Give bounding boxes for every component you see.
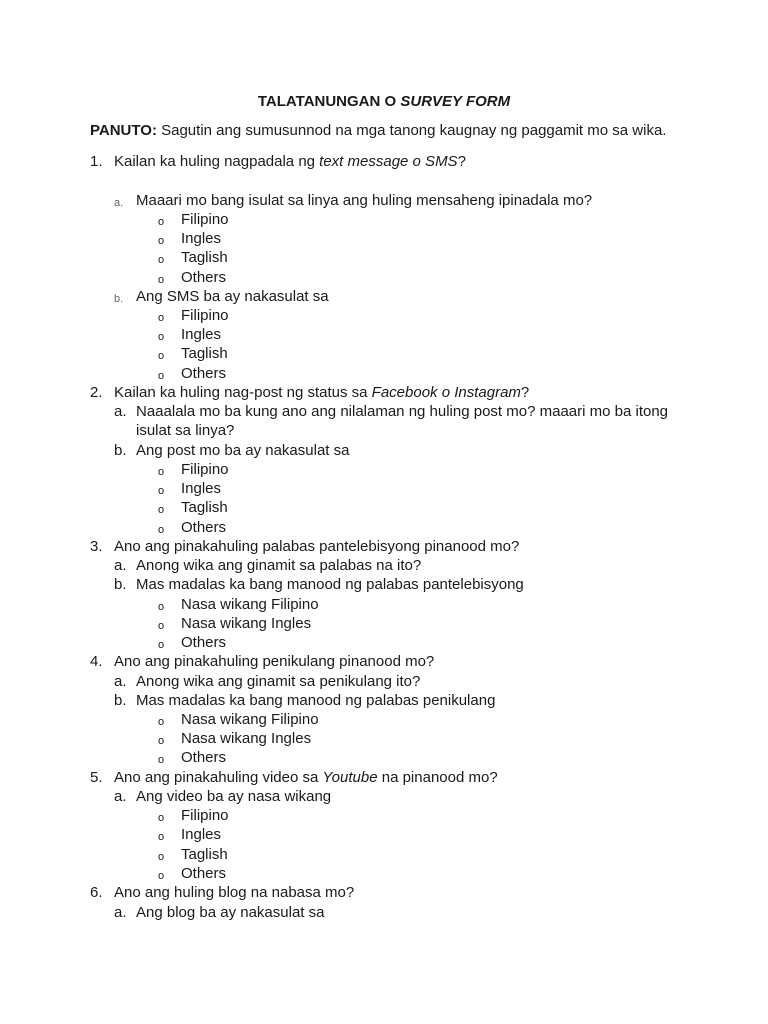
- question-number: 4.: [90, 653, 103, 670]
- option-label: Others: [181, 519, 227, 536]
- option-bullet: o: [158, 620, 165, 632]
- option-bullet: o: [158, 601, 165, 613]
- option-bullet: o: [158, 639, 165, 651]
- option-label: Taglish: [181, 345, 228, 362]
- option-bullet: o: [158, 254, 165, 266]
- sub-question-text: Anong wika ang ginamit sa penikulang ito?: [136, 673, 421, 690]
- question-text-part: Ano ang huling blog na nabasa mo?: [114, 884, 355, 901]
- option-bullet: o: [158, 274, 165, 286]
- title-italic: SURVEY FORM: [400, 93, 511, 110]
- sub-question-marker: a.: [114, 557, 127, 574]
- instructions-text: Sagutin ang sumusunnod na mga tanong kaugnay ng paggamit mo sa wika.: [156, 122, 667, 139]
- sub-question-text: Anong wika ang ginamit sa palabas na ito?: [136, 557, 422, 574]
- option-bullet: o: [158, 370, 165, 382]
- sub-question-text: Ang video ba ay nasa wikang: [136, 788, 332, 805]
- question-text-part: ?: [520, 384, 530, 401]
- option-bullet: o: [158, 812, 165, 824]
- option-label: Nasa wikang Ingles: [181, 615, 312, 632]
- question-emphasis: text message o SMS: [319, 153, 458, 170]
- question-text: [114, 768, 498, 787]
- option-label: Taglish: [181, 499, 228, 516]
- question-text: [114, 883, 354, 902]
- question-emphasis: Facebook o Instagram: [371, 384, 521, 401]
- page-title: [0, 93, 768, 110]
- sub-question-marker: b.: [114, 576, 127, 593]
- option-bullet: o: [158, 312, 165, 324]
- option-label: Ingles: [181, 480, 222, 497]
- question-text-part: Ano ang pinakahuling palabas pantelebisyong pinanood mo?: [114, 538, 520, 555]
- option-label: Nasa wikang Ingles: [181, 730, 312, 747]
- option-label: Others: [181, 749, 227, 766]
- instructions: [90, 122, 666, 139]
- option-bullet: o: [158, 216, 165, 228]
- option-label: Filipino: [181, 211, 229, 228]
- question-number: 6.: [90, 884, 103, 901]
- sub-question-marker: b.: [114, 293, 124, 305]
- sub-question-text: Naaalala mo ba kung ano ang nilalaman ng huling post mo? maaari mo ba itong: [136, 403, 669, 420]
- option-bullet: o: [158, 466, 165, 478]
- sub-question-marker: a.: [114, 403, 127, 420]
- question-text-part: na pinanood mo?: [377, 769, 498, 786]
- option-label: Others: [181, 269, 227, 286]
- question-text: [114, 383, 529, 402]
- sub-question-marker: a.: [114, 788, 127, 805]
- question-number: 5.: [90, 769, 103, 786]
- option-bullet: o: [158, 754, 165, 766]
- question-text-part: ?: [457, 153, 466, 170]
- question-text-part: Ano ang pinakahuling video sa: [114, 769, 323, 786]
- title-prefix: TALATANUNGAN O: [257, 93, 401, 110]
- option-label: Filipino: [181, 307, 229, 324]
- option-label: Ingles: [181, 230, 222, 247]
- option-bullet: o: [158, 870, 165, 882]
- option-label: Ingles: [181, 826, 222, 843]
- question-text: [114, 652, 434, 671]
- option-bullet: o: [158, 504, 165, 516]
- sub-question-marker: b.: [114, 442, 127, 459]
- option-bullet: o: [158, 524, 165, 536]
- option-label: Others: [181, 865, 227, 882]
- question-text-part: Kailan ka huling nagpadala ng: [114, 153, 320, 170]
- question-number: 1.: [90, 153, 103, 170]
- sub-question-text: Ang post mo ba ay nakasulat sa: [136, 442, 350, 459]
- sub-question-marker: a.: [114, 904, 127, 921]
- option-label: Others: [181, 365, 227, 382]
- option-label: Nasa wikang Filipino: [181, 711, 319, 728]
- option-label: Filipino: [181, 807, 229, 824]
- option-bullet: o: [158, 235, 165, 247]
- option-bullet: o: [158, 851, 165, 863]
- sub-question-text: Ang SMS ba ay nakasulat sa: [136, 288, 329, 305]
- sub-question-text: Ang blog ba ay nakasulat sa: [136, 904, 325, 921]
- sub-question-text: Mas madalas ka bang manood ng palabas penikulang: [136, 692, 496, 709]
- sub-question-text: Mas madalas ka bang manood ng palabas pantelebisyong: [136, 576, 524, 593]
- question-number: 2.: [90, 384, 103, 401]
- option-label: Others: [181, 634, 227, 651]
- sub-question-marker: a.: [114, 197, 124, 209]
- option-bullet: o: [158, 735, 165, 747]
- instructions-label: PANUTO:: [90, 122, 157, 139]
- sub-question-marker: b.: [114, 692, 127, 709]
- question-emphasis: Youtube: [322, 769, 378, 786]
- question-number: 3.: [90, 538, 103, 555]
- option-label: Taglish: [181, 249, 228, 266]
- option-bullet: o: [158, 485, 165, 497]
- option-bullet: o: [158, 831, 165, 843]
- option-label: Taglish: [181, 846, 228, 863]
- option-bullet: o: [158, 350, 165, 362]
- sub-question-text: Maaari mo bang isulat sa linya ang huling mensaheng ipinadala mo?: [136, 192, 593, 209]
- question-text: [114, 537, 519, 556]
- option-label: Filipino: [181, 461, 229, 478]
- option-label: Ingles: [181, 326, 222, 343]
- question-text-part: Ano ang pinakahuling penikulang pinanood mo?: [114, 653, 435, 670]
- sub-question-marker: a.: [114, 673, 127, 690]
- option-label: Nasa wikang Filipino: [181, 596, 319, 613]
- question-text: [114, 152, 466, 171]
- option-bullet: o: [158, 331, 165, 343]
- option-bullet: o: [158, 716, 165, 728]
- question-text-part: Kailan ka huling nag-post ng status sa: [114, 384, 372, 401]
- sub-question-text: isulat sa linya?: [136, 422, 235, 439]
